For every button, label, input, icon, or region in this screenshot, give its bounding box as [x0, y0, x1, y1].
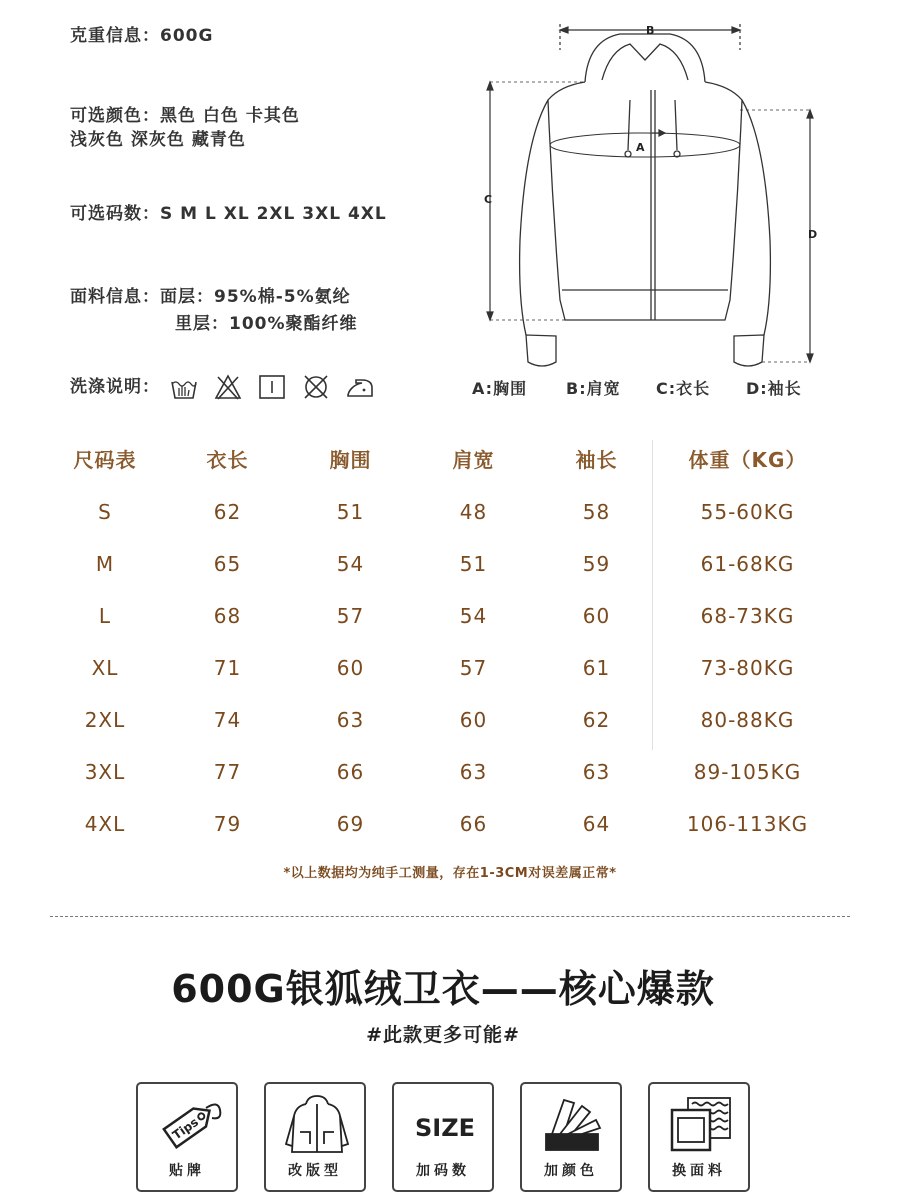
no-dry-clean-icon [302, 374, 330, 400]
hoodie-icon [282, 1094, 352, 1156]
hoodie-measurement-diagram [470, 20, 850, 370]
fabric-label: 面料信息： [70, 287, 160, 307]
cell-weight: 80-88KG [700, 708, 795, 732]
table-row [40, 648, 870, 688]
cell-sleeve: 61 [582, 656, 611, 680]
sizes-info [70, 202, 387, 226]
size-icon-text: SIZE [414, 1114, 476, 1142]
service-add-colors [520, 1082, 622, 1192]
cell-length: 74 [213, 708, 242, 732]
label-a: A [636, 141, 645, 154]
cell-length: 79 [213, 812, 242, 836]
legend-a: A:胸围 [472, 379, 528, 398]
table-row [40, 492, 870, 532]
cell-sleeve: 62 [582, 708, 611, 732]
label-c: C [484, 193, 493, 206]
cell-weight: 73-80KG [700, 656, 795, 680]
service-add-sizes [392, 1082, 494, 1192]
cell-length: 62 [213, 500, 242, 524]
legend-b: B:肩宽 [566, 379, 621, 398]
cell-shoulder: 54 [459, 604, 488, 628]
cell-chest: 57 [336, 604, 365, 628]
legend-c: C:衣长 [656, 379, 711, 398]
cell-size: 3XL [84, 760, 126, 784]
color-swatch-icon [538, 1094, 608, 1156]
tag-text: Tips [169, 1114, 201, 1143]
colors-label: 可选颜色： [70, 106, 160, 126]
service-label: 改版型 [288, 1163, 342, 1179]
cell-weight: 89-105KG [693, 760, 802, 784]
cell-chest: 66 [336, 760, 365, 784]
table-row [40, 804, 870, 844]
cell-chest: 69 [336, 812, 365, 836]
cell-sleeve: 58 [582, 500, 611, 524]
weight-value: 600G [160, 26, 214, 46]
cell-chest: 63 [336, 708, 365, 732]
cell-size: XL [91, 656, 119, 680]
cell-weight: 106-113KG [686, 812, 809, 836]
header-sleeve: 袖长 [575, 448, 618, 472]
cell-shoulder: 48 [459, 500, 488, 524]
table-row [40, 544, 870, 584]
label-d: D [808, 228, 818, 241]
cell-sleeve: 63 [582, 760, 611, 784]
header-chest: 胸围 [329, 448, 372, 472]
fabric-outer: 面层：95%棉-5%氨纶 [160, 287, 351, 307]
service-label: 贴牌 [169, 1163, 205, 1179]
colors-line1: 黑色 白色 卡其色 [160, 106, 300, 126]
cell-weight: 55-60KG [700, 500, 795, 524]
care-instructions [70, 374, 374, 400]
service-modify-pattern [264, 1082, 366, 1192]
legend-d: D:袖长 [746, 379, 802, 398]
size-icon [410, 1094, 480, 1156]
service-private-label [136, 1082, 238, 1192]
cell-length: 65 [213, 552, 242, 576]
cell-size: M [95, 552, 115, 576]
header-size: 尺码表 [73, 448, 137, 472]
header-shoulder: 肩宽 [452, 448, 495, 472]
table-row [40, 752, 870, 792]
cell-size: L [98, 604, 112, 628]
table-header [40, 440, 870, 480]
cell-size: 4XL [84, 812, 126, 836]
cell-weight: 68-73KG [700, 604, 795, 628]
sizes-label: 可选码数： [70, 204, 160, 224]
promo-title: 600G银狐绒卫衣——核心爆款 [171, 967, 715, 1011]
cell-shoulder: 60 [459, 708, 488, 732]
cell-length: 68 [213, 604, 242, 628]
promo-subtitle: #此款更多可能# [366, 1024, 520, 1046]
hand-wash-icon [170, 374, 198, 400]
table-row [40, 596, 870, 636]
cell-weight: 61-68KG [700, 552, 795, 576]
cell-shoulder: 66 [459, 812, 488, 836]
cell-chest: 51 [336, 500, 365, 524]
iron-icon [346, 374, 374, 400]
cell-shoulder: 57 [459, 656, 488, 680]
header-length: 衣长 [206, 448, 249, 472]
dashed-divider [50, 916, 850, 917]
label-b: B [646, 24, 655, 37]
colors-info [70, 104, 300, 152]
table-row [40, 700, 870, 740]
cell-chest: 60 [336, 656, 365, 680]
service-label: 加颜色 [544, 1163, 598, 1179]
tumble-dry-icon [258, 374, 286, 400]
cell-length: 77 [213, 760, 242, 784]
fabric-icon [666, 1094, 736, 1156]
service-label: 加码数 [416, 1163, 470, 1179]
cell-sleeve: 59 [582, 552, 611, 576]
sizes-value: S M L XL 2XL 3XL 4XL [160, 204, 387, 224]
care-label: 洗涤说明： [70, 377, 160, 397]
service-label: 换面料 [672, 1163, 726, 1179]
cell-sleeve: 60 [582, 604, 611, 628]
no-bleach-icon [214, 374, 242, 400]
measurement-note: *以上数据均为纯手工测量，存在1-3CM对误差属正常* [283, 866, 617, 881]
cell-size: S [98, 500, 112, 524]
cell-size: 2XL [84, 708, 126, 732]
weight-label: 克重信息： [70, 26, 160, 46]
cell-sleeve: 64 [582, 812, 611, 836]
colors-line2: 浅灰色 深灰色 藏青色 [70, 130, 246, 150]
cell-length: 71 [213, 656, 242, 680]
cell-shoulder: 63 [459, 760, 488, 784]
cell-shoulder: 51 [459, 552, 488, 576]
fabric-info [70, 285, 351, 309]
service-change-fabric [648, 1082, 750, 1192]
tag-icon [154, 1094, 224, 1156]
header-weight: 体重（KG） [688, 448, 807, 472]
cell-chest: 54 [336, 552, 365, 576]
care-icons [170, 374, 374, 400]
weight-info [70, 24, 213, 48]
fabric-inner: 里层：100%聚酯纤维 [175, 314, 358, 334]
